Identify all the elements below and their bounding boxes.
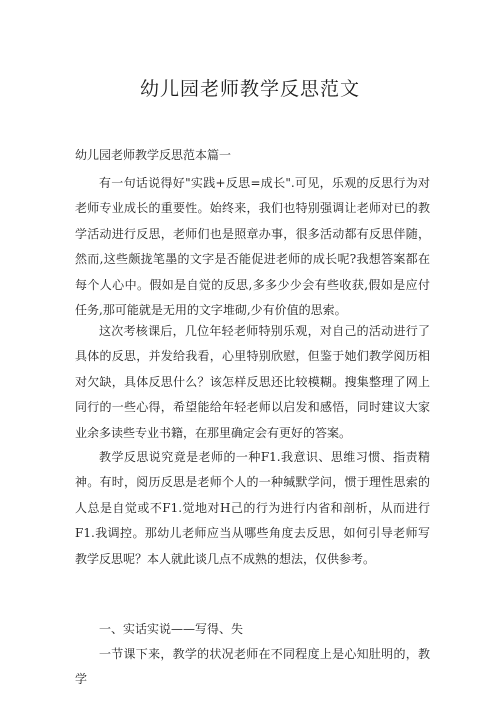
paragraph-2 (75, 319, 430, 446)
paragraph-text: 教学反思说究竟是老师的一种F1.我意识、思维习惯、指责精神。有时，阅历反思是老师个人的一种缄默学问，惯于理性思索的人总是自觉或不F1.觉地对H己的行为进行内省和剖析，从而进行F1.我调控。那幼儿老师应当从哪些角度去反思，如何引导老师写教学反思呢？本人就此谈几点不成熟的想法，仅供参考。 (75, 450, 430, 566)
paragraph-1 (75, 171, 430, 323)
paragraph-4 (75, 642, 430, 693)
paragraph-3 (75, 445, 430, 572)
document-title: 幼儿园老师教学反思范文 (139, 78, 360, 100)
sub-heading: 一、实话实说——写得、失 (99, 622, 244, 636)
paragraph-text: 一节课下来，教学的状况老师在不同程度上是心知肚明的，教学 (75, 647, 430, 687)
paragraph-text: 有一句话说得好"实践+反思=成长".可见，乐观的反思行为对老师专业成长的重要性。始终来，我们也特别强调让老师对已的教学活动进行反思，老师们也是照章办事，很多活动都有反思伴随，然而,这些颇拢笔墨的文字是否能促进老师的成长呢?我想答案都在每个人心中。假如是自觉的反思,多多少少会有些收获,假如是应付任务,那可能就是无用的文字堆砌,少有价值的思索。 (75, 176, 430, 318)
section-heading: 幼儿园老师教学反思范本篇一 (75, 148, 232, 162)
paragraph-text: 这次考核课后，几位年轻老师特别乐观，对自己的活动进行了具体的反思，并发给我看，心里特别欣慰，但鉴于她们教学阅历相对欠缺，具体反思什么？该怎样反思还比较模糊。搜集整理了网上同行的一些心得，希望能给年轻老师以启发和感悟，同时建议大家业余多读些专业书籍，在那里确定会有更好的答案。 (75, 324, 430, 440)
